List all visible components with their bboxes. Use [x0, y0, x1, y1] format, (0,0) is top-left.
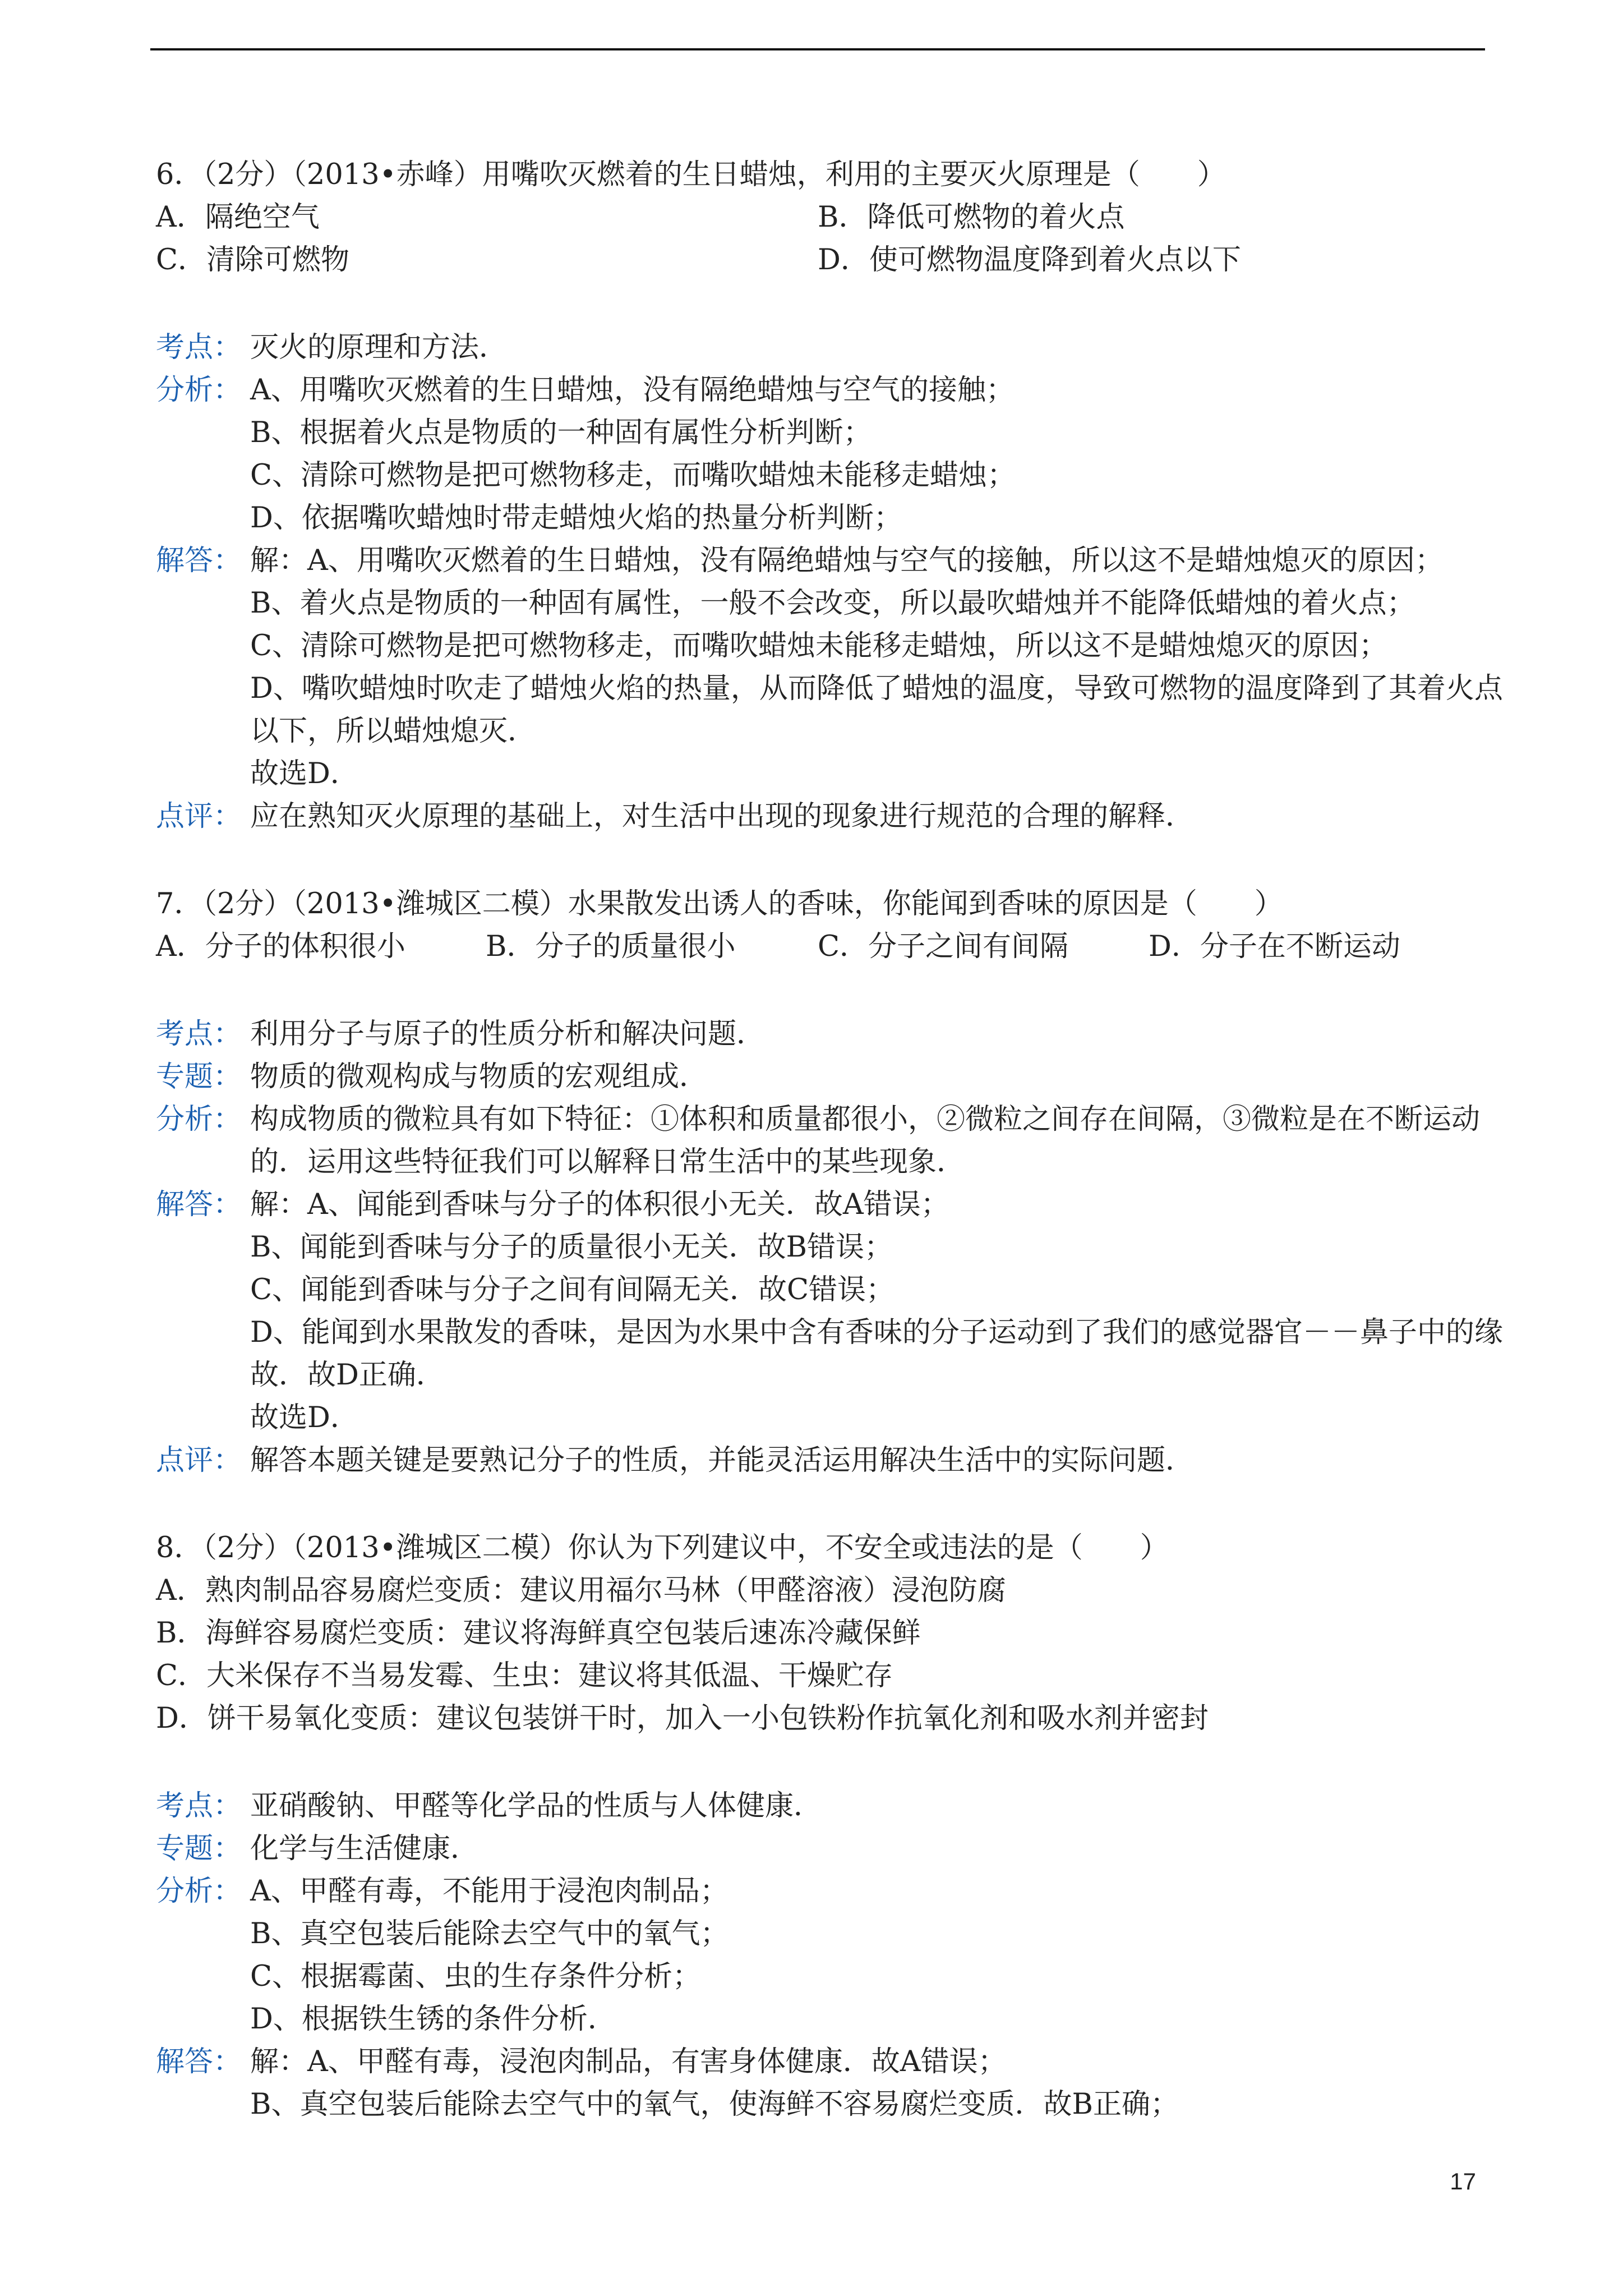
q6-fenxi-line: D、依据嘴吹蜡烛时带走蜡烛火焰的热量分析判断；	[250, 501, 902, 535]
q7-jieda-line: 故．故D正确．	[250, 1359, 445, 1392]
q6-jieda-line: 故选D．	[250, 757, 359, 790]
q8-fenxi-line: D、根据铁生锈的条件分析．	[250, 2003, 616, 2036]
q6-option-c: C．清除可燃物	[156, 243, 350, 277]
q6-jieda-line: C、清除可燃物是把可燃物移走，而嘴吹蜡烛未能移走蜡烛，所以这不是蜡烛熄灭的原因；	[250, 629, 1388, 662]
q7-zhuanti-label: 专题：	[156, 1060, 242, 1093]
q6-fenxi-line: B、根据着火点是物质的一种固有属性分析判断；	[250, 416, 872, 449]
q8-zhuanti-label: 专题：	[156, 1832, 242, 1865]
q8-fenxi-label: 分析：	[156, 1875, 242, 1908]
q6-dianping: 应在熟知灭火原理的基础上，对生活中出现的现象进行规范的合理的解释．	[250, 800, 1195, 833]
q6-dianping-label: 点评：	[156, 800, 242, 833]
q8-kaodian: 亚硝酸钠、甲醛等化学品的性质与人体健康．	[250, 1789, 823, 1823]
q7-jieda-line: B、闻能到香味与分子的质量很小无关．故B错误；	[250, 1231, 893, 1264]
q8-option-c: C．大米保存不当易发霉、生虫：建议将其低温、干燥贮存	[156, 1659, 893, 1692]
q7-jieda-line: 故选D．	[250, 1401, 359, 1434]
q6-option-b: B．降低可燃物的着火点	[818, 201, 1125, 234]
q8-stem: 8．（2分）（2013•潍城区二模）你认为下列建议中，不安全或违法的是（ ）	[156, 1531, 1169, 1565]
q7-option-c: C．分子之间有间隔	[818, 930, 1069, 963]
q8-fenxi-line: B、真空包装后能除去空气中的氧气；	[250, 1917, 729, 1950]
q8-option-a: A．熟肉制品容易腐烂变质：建议用福尔马林（甲醛溶液）浸泡防腐	[156, 1574, 1006, 1607]
page-number: 17	[1450, 2168, 1476, 2194]
q6-fenxi-line: A、用嘴吹灭燃着的生日蜡烛，没有隔绝蜡烛与空气的接触；	[250, 374, 1015, 407]
q7-option-d: D．分子在不断运动	[1149, 930, 1400, 963]
q7-jieda-line: D、能闻到水果散发的香味，是因为水果中含有香味的分子运动到了我们的感觉器官－－鼻子中的缘	[250, 1316, 1503, 1349]
q7-fenxi-line: 构成物质的微粒具有如下特征：①体积和质量都很小，②微粒之间存在间隔，③微粒是在不断运动	[250, 1103, 1481, 1136]
q8-jieda-line: 解：A、甲醛有毒，浸泡肉制品，有害身体健康．故A错误；	[250, 2045, 1007, 2078]
q6-jieda-line: 解：A、用嘴吹灭燃着的生日蜡烛，没有隔绝蜡烛与空气的接触，所以这不是蜡烛熄灭的原因；	[250, 544, 1444, 577]
q7-jieda-line: C、闻能到香味与分子之间有间隔无关．故C错误；	[250, 1273, 895, 1306]
q6-jieda-line: 以下，所以蜡烛熄灭．	[250, 715, 537, 748]
q7-dianping-label: 点评：	[156, 1444, 242, 1477]
q8-jieda-label: 解答：	[156, 2045, 242, 2078]
q8-option-d: D．饼干易氧化变质：建议包装饼干时，加入一小包铁粉作抗氧化剂和吸水剂并密封	[156, 1702, 1209, 1735]
q6-fenxi-line: C、清除可燃物是把可燃物移走，而嘴吹蜡烛未能移走蜡烛；	[250, 459, 1016, 492]
q6-jieda-line: D、嘴吹蜡烛时吹走了蜡烛火焰的热量，从而降低了蜡烛的温度，导致可燃物的温度降到了其着火点	[250, 672, 1503, 705]
q6-jieda-line: B、着火点是物质的一种固有属性，一般不会改变，所以最吹蜡烛并不能降低蜡烛的着火点；	[250, 587, 1415, 620]
q7-fenxi-line: 的．运用这些特征我们可以解释日常生活中的某些现象．	[250, 1145, 966, 1179]
q7-kaodian: 利用分子与原子的性质分析和解决问题．	[250, 1018, 766, 1051]
q8-jieda-line: B、真空包装后能除去空气中的氧气，使海鲜不容易腐烂变质．故B正确；	[250, 2088, 1179, 2121]
q8-kaodian-label: 考点：	[156, 1789, 242, 1823]
q7-fenxi-label: 分析：	[156, 1103, 242, 1136]
q6-kaodian: 灭火的原理和方法．	[250, 331, 508, 364]
q6-fenxi-label: 分析：	[156, 374, 242, 407]
q7-dianping: 解答本题关键是要熟记分子的性质，并能灵活运用解决生活中的实际问题．	[250, 1444, 1195, 1477]
q8-zhuanti: 化学与生活健康．	[250, 1832, 479, 1865]
q6-option-d: D．使可燃物温度降到着火点以下	[818, 243, 1241, 277]
header-rule	[150, 48, 1485, 50]
q8-fenxi-line: A、甲醛有毒，不能用于浸泡肉制品；	[250, 1875, 728, 1908]
q6-stem: 6．（2分）（2013•赤峰）用嘴吹灭燃着的生日蜡烛，利用的主要灭火原理是（ ）	[156, 158, 1226, 191]
q6-option-a: A．隔绝空气	[156, 201, 320, 234]
q8-fenxi-line: C、根据霉菌、虫的生存条件分析；	[250, 1960, 702, 1993]
q6-kaodian-label: 考点：	[156, 331, 242, 364]
q7-stem: 7．（2分）（2013•潍城区二模）水果散发出诱人的香味，你能闻到香味的原因是（ ）	[156, 887, 1283, 921]
q7-option-a: A．分子的体积很小	[156, 930, 405, 963]
q7-option-b: B．分子的质量很小	[486, 930, 736, 963]
q7-kaodian-label: 考点：	[156, 1018, 242, 1051]
q8-option-b: B．海鲜容易腐烂变质：建议将海鲜真空包装后速冻冷藏保鲜	[156, 1617, 921, 1650]
q7-zhuanti: 物质的微观构成与物质的宏观组成．	[250, 1060, 708, 1093]
q7-jieda-label: 解答：	[156, 1188, 242, 1221]
q6-jieda-label: 解答：	[156, 544, 242, 577]
q7-jieda-line: 解：A、闻能到香味与分子的体积很小无关．故A错误；	[250, 1188, 949, 1221]
